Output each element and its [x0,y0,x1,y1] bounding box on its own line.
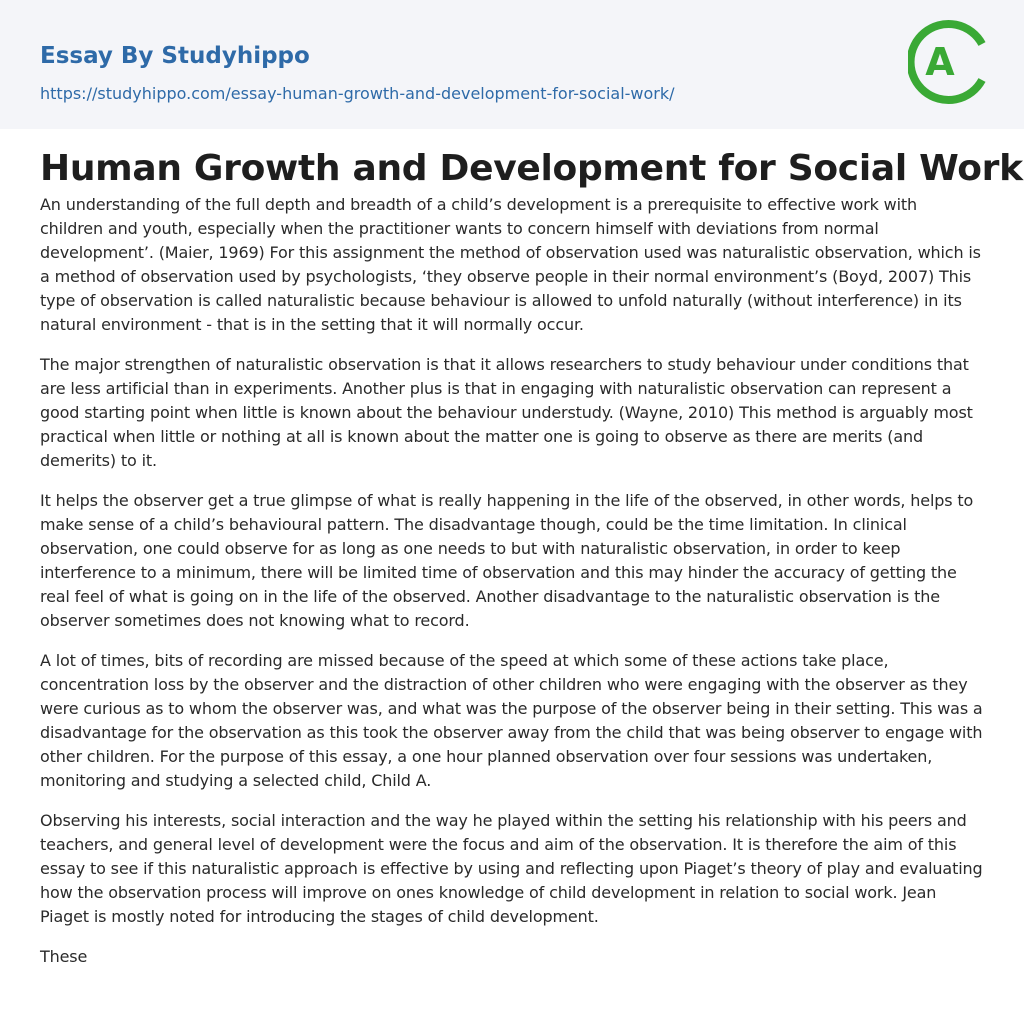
site-header [0,0,1024,129]
paragraph-1: An understanding of the full depth and breadth of a child’s development is a prerequisite to effective work with children and youth, especially when the practitioner wants to concern himself with deviations from normal development’. (Maier, 1969) For this assignment the method of observation used was naturalistic observation, which is a method of observation used by psychologists, ‘they observe people in their normal environment’s (Boyd, 2007) This type of observation is called naturalistic because behaviour is allowed to unfold naturally (without interference) in its natural environment - that is in the setting that it will normally occur. [40,195,981,334]
paragraph-6: These [40,947,88,966]
page-title: Human Growth and Development for Social Work [40,148,1023,189]
paragraph-2: The major strengthen of naturalistic observation is that it allows researchers to study behaviour under conditions that are less artificial than in experiments. Another plus is that in engaging with naturalistic observation can represent a good starting point when little is known about the behaviour understudy. (Wayne, 2010) This method is arguably most practical when little or nothing at all is known about the matter one is going to observe as there are merits (and demerits) to it. [40,355,973,470]
article [0,146,1024,969]
article-body [40,193,984,969]
site-brand[interactable]: Essay By Studyhippo [40,43,310,69]
logo-letter: A [925,40,955,84]
studyhippo-logo-icon[interactable] [908,18,988,106]
paragraph-4: A lot of times, bits of recording are missed because of the speed at which some of these actions take place, concentration loss by the observer and the distraction of other children who were engaging with the observer as they were curious as to whom the observer was, and what was the purpose of the observer being in their setting. This was a disadvantage for the observation as this took the observer away from the child that was being observer to engage with other children. For the purpose of this essay, a one hour planned observation over four sessions was undertaken, monitoring and studying a selected child, Child A. [40,651,983,790]
essay-url-link[interactable]: https://studyhippo.com/essay-human-growth-and-development-for-social-work/ [40,84,675,103]
paragraph-3: It helps the observer get a true glimpse of what is really happening in the life of the observed, in other words, helps to make sense of a child’s behavioural pattern. The disadvantage though, could be the time limitation. In clinical observation, one could observe for as long as one needs to but with naturalistic observation, in order to keep interference to a minimum, there will be limited time of observation and this may hinder the accuracy of getting the real feel of what is going on in the life of the observed. Another disadvantage to the naturalistic observation is the observer sometimes does not knowing what to record. [40,491,974,630]
paragraph-5: Observing his interests, social interaction and the way he played within the setting his relationship with his peers and teachers, and general level of development were the focus and aim of the observation. It is therefore the aim of this essay to see if this naturalistic approach is effective by using and reflecting upon Piaget’s theory of play and evaluating how the observation process will improve on ones knowledge of child development in relation to social work. Jean Piaget is mostly noted for introducing the stages of child development. [40,811,983,926]
